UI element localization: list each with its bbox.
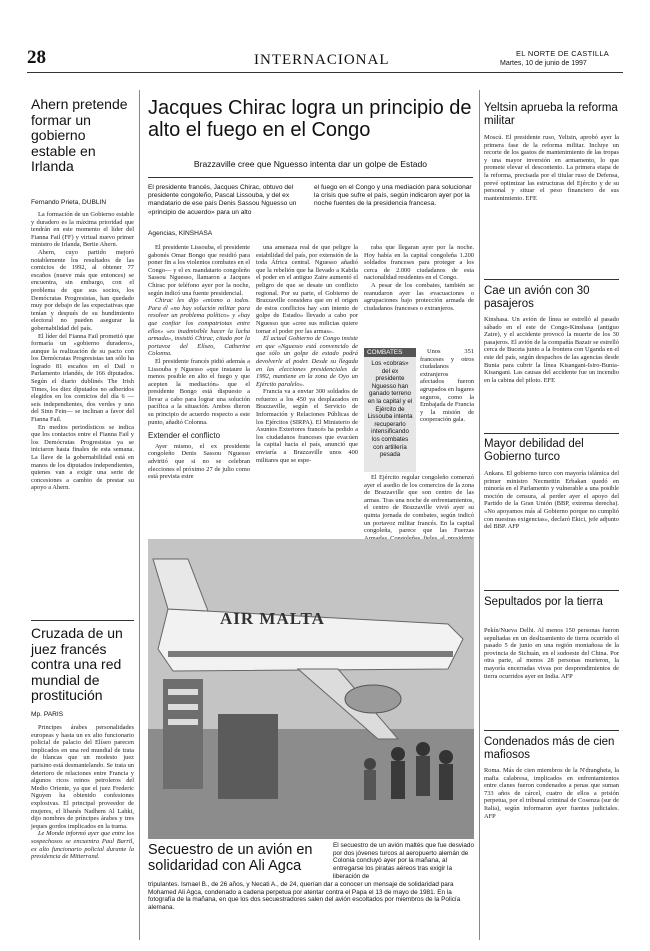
paragraph: Francia va a enviar 300 soldados de refuerzo a los 450 ya desplazados en Brazzaville, según el Servicio de Información y Relaciones Públicas de los Ejércitos (SIRPA). El Ministerio de Asuntos Exteriores francés ha pedido a los ciudadanos franceses que evacúen la capital hacia el país, anunció que enviaría a Brazzaville unos 400 militares que se espe- — [256, 388, 358, 464]
subhead: Extender el conflicto — [148, 431, 221, 441]
brief-text: Kinshasa. Un avión de línea se estrelló al pasado sábado en el este de Congo-Kinshasa (antiguo Zaire), y el accidente provocó la muerte de los 30 pasajeros. El avión de la compañía Bazair se estrelló cerca de Buceta junto a la frontera con Uganda en el este del país, según despachos de las agencias desde Bunia para cubrir la línea Kisangani-Isiro-Bunia-Kisangani. Las causas del accidente fue un incendio en la cabina del piloto. EFE — [484, 316, 619, 384]
airplane-photo — [148, 539, 474, 839]
brief-title: Cae un avión con 30 pasajeros — [484, 285, 590, 310]
header-rule — [27, 72, 623, 73]
subtitle-rule — [148, 177, 473, 178]
left-article-byline: Fernando Prieta, DUBLIN — [31, 199, 107, 206]
brief-title: Yeltsin aprueba la reforma militar — [484, 102, 618, 127]
page-number: 28 — [27, 47, 46, 68]
left-article2-title: Cruzada de un juez francés contra una red mundial de prostitución — [31, 625, 123, 703]
left-divider — [31, 620, 134, 621]
main-subtitle: Brazzaville cree que Nguesso intenta dar un golpe de Estado — [193, 159, 428, 169]
paragraph: El presidente francés pidió además a Lissouba y Nguesso «que instaure la menos posible en alto el fuego y que acepten la mediación» que el presidente Bongo está dispuesto a llevar a cabo para lograr una solución pacífica a la situación. Ambos dieron su principio de acuerdo respecto a este punto, añadió Colonna. — [148, 357, 250, 426]
paragraph: El actual Gobierno de Congo insiste en que «Nguesso está convencido de que sólo un golpe de estado podrá devolverle al poder. Desde su llegada en las elecciones presidenciales de 1992, mantiene en la zona de Oyo un Ejército paralelo». — [256, 335, 358, 388]
left-article2-byline: Mp. PARIS — [31, 711, 64, 718]
paragraph: una amenaza real de que peligre la estabilidad del país, por extensión de la toda África central. Nguesso añadió que la rebelión que ha llevado a Kabila el poder en el antiguo Zaire aumentó el peligro de que se desate un conflicto regional. Por su parte, el Gobierno de Brazzaville considera que en el origen de estos conflictos hay «un intento de golpe de Estado» llevado a cabo por Nguesso que «cree sus milicias quiere tomar el poder por las armas». — [256, 244, 358, 335]
paragraph: El Ejército regular congoleño comenzó ayer el asedio de los comercios de la zona de Brazzaville que son centro de las armas. Tras una noche de enfrentamientos, el centro de Brazzaville vivió ayer su quinta jornada de combates, según indicó un portavoz militar francés. En la capital congoleña, parece que las Fuerzas — [364, 474, 474, 535]
main-column-2 — [256, 244, 358, 534]
brief-divider — [484, 279, 619, 280]
brief-text: Moscú. El presidente ruso, Yeltsin, aprobó ayer la primera fase de la reforma militar. Incluye un recorte de los gastos de mantenimiento de las tropas y una mayor inversión en armamento, lo que promete elevar el descontento. La primera etapa de la reforma, precisada por el titular ruso de Defensa, prevé optimizar las estructuras del Ejército y de su personal y situar el peso financiero de sus mantenimiento. EFE — [484, 134, 619, 202]
main-lead-right: el fuego en el Congo y una mediación para solucionar la crisis que sufre el país, según indicaron ayer por la noche fuentes de la presidencia francesa. — [314, 184, 472, 208]
column-divider — [139, 90, 140, 940]
brief-text: Roma. Más de cien miembros de la N'drangheta, la mafia calabresa, implicados en enfrentamientos entre clanes fueron condenados a penas que suman 733 años de cárcel, cuatro de ellos a prisión perpetua, por el tribunal criminal de Cosenza (sur de Italia), según informaron ayer fuentes judiciales. AFP — [484, 767, 619, 820]
paragraph: A pesar de los combates, también se reanudaron ayer las evacuaciones o agrupaciones bajo protección armada de ciudadanos franceses o extranjeros. — [364, 281, 474, 312]
main-byline: Agencias, KINSHASA — [148, 230, 213, 237]
paragraph: El presidente Lissouba, el presidente gabonés Omar Bongo que residió para poner fin a los violentos combates en el Congo— y el ex mandatario congoleño Sassou Nguesso, llamaron a Jacques Chirac por teléfono ayer por la noche, según indicó una fuente presidencial. — [148, 244, 250, 297]
paragraph: Ahern, cuyo partido mejoró notablemente los resultados de las comicios de 1992, al obtener 77 escaños (nueve más que entonces) se encuentra, sin embargo, con el problema de que sus socios, los Demócratas Progresistas, han quedado muy por debajo de las expectativas que tenían y después de su hundimiento electoral no pueden asegurar la gobernabilidad del país. — [31, 248, 134, 332]
brief-text: Pekín/Nueva Delhi. Al menos 150 personas fueron sepultadas en un deslizamiento de tierra ocurrido el pasado 5 de junio en una región montañosa de la provincia de Sichuán, en el sudoeste del China. Por otra parte, al menos 28 personas murieron, la mayoría encerradas vivas por desprendimientos de tierra ocurridos ayer en India. AFP — [484, 627, 619, 680]
photo-title: Secuestro de un avión en solidaridad con Ali Agca — [148, 842, 313, 874]
news-photo — [148, 539, 474, 839]
box-heading: COMBATES — [364, 348, 416, 357]
brief-divider — [484, 730, 619, 731]
main-column-3-top — [364, 244, 474, 344]
column-divider — [479, 90, 480, 940]
brief-title: Condenados más de cien mafiosos — [484, 736, 615, 761]
photo-caption-bottom: tripulantes. Ismael B., de 26 años, y Necati A., de 24, querían dar a conocer un mensaje de solidaridad para Mohamed Ali Agca, condenado a cadena perpetua por atentar contra el Papa el 13 de mayo de 1981. En la fotografía de la mañana, en que los dos secuestradores salen del avión escoltados por miembros de la Policía alemana. — [148, 881, 461, 912]
paragraph: Principes árabes personalidades europeas y hasta un ex alto funcionario policial de palacio del Elíseo parecen implicados en una red mundial de trata de blancas que un modesto juez parisino está desmantelando. Se trata un deterioro de relaciones entre Francia y algunos ricos reinos petroleros del Medio Oriente, ya que el juez Frederic Nguyen ha obtenido confesiones explosivas. El principal proveedor de mujeres, el libanés Nadhem Al Lahki, dijo nombres de príncipes árabes y tres jeques gordos implicados en la trama. — [31, 724, 134, 830]
paragraph: raba que llegaran ayer por la noche. Hoy había en la capital congoleña 1.200 soldados franceses para proteger a los cerca de 2.000 ciudadanos de esta nacionalidad residentes en el Congo. — [364, 244, 474, 282]
paragraph: Unos 351 franceses y otros ciudadanos extranjeros afectados fueron agrupados en lugares seguros, como la Embajada de Francia y la misión de cooperación gala. — [420, 348, 474, 424]
brief-title: Mayor debilidad del Gobierno turco — [484, 438, 584, 463]
paragraph: Le Monde informó ayer que entre los sospechosos se encuentra Paul Barril, ex alto funcionario policial durante la presidencia de Mitterrand. — [31, 830, 134, 861]
brief-divider — [484, 590, 619, 591]
airline-logo-text: AIR MALTA — [220, 609, 325, 628]
section-title: INTERNACIONAL — [254, 52, 390, 68]
paragraph: El líder del Fianna Fail prometió que formaría un «gobierno duradero», aunque la realización de su pacto con los Demócratas Progresistas tan sólo ha logrado 81 escaños en el Dail o Parlamento irlandés, de 166 diputados. Según el diario dublinés The Irish Times, los diez diputados no adheridos elegidos en los comicios del día 6 —seis independientes, dos verdes y uno del Sinn Fein— se inclinan a favor del Fianna Fail. — [31, 332, 134, 424]
main-column-1 — [148, 244, 250, 534]
brief-divider — [484, 433, 619, 434]
paragraph: En medios periodísticos se indica que los contactos entre el Fianna Fail y los Demócratas Progresistas ya se iniciaron hasta finales de esta semana. La llave de la gobernabilidad está en manos de los diputados independientes, quienes van a exigir una serie de concesiones a cambio de prestar su apoyo a Ahern. — [31, 423, 134, 492]
left-article2-body — [31, 724, 134, 940]
box-text: Los «cobras» del ex presidente Nguesso han ganado terreno en la capital y el Ejército de Lissouba intenta recuperarlo intensificando los combates con artillería pesada — [367, 360, 413, 459]
left-article-body — [31, 211, 134, 609]
photo-caption-right: El secuestro de un avión maltés que fue desviado por dos jóvenes turcos al aeropuerto alemán de Colonia concluyó ayer por la mañana, al entregarse los piratas aéreos tras exigir la liberación de — [333, 842, 475, 880]
issue-date: Martes, 10 de junio de 1997 — [500, 60, 587, 67]
brief-title: Sepultados por la tierra — [484, 596, 603, 608]
newspaper-name: EL NORTE DE CASTILLA — [516, 49, 610, 58]
main-lead-left: El presidente francés, Jacques Chirac, obtuvo del presidente congoleño, Pascal Lissouba, y del ex mandatario de ese país Denis Sassou Nguesso un «principio de acuerdo» para un alto — [148, 184, 297, 216]
paragraph: Chirac les dijo «mismo a todos. Para él «no hay solución militar para resolver un problema político» y «hay que confiar los compatriotas entre ellos» «es inadmisible hacer la lucha armada», insistió Chirac, citado por la portavoz del Elíseo, Catherine Colonna. — [148, 297, 250, 358]
main-column-3-bottom — [364, 474, 474, 534]
brief-text: Ankara. El gobierno turco con mayoría islámica del primer ministro Necmettin Erbakan quedó en minoría en el Parlamento y vulnerable a una posible moción de censura, al perder ayer el apoyo del Partido de la Gran Unión (BBP, extrema derecha). «No apoyamos más al Gobierno porque no cumplió con nuestras exigencias», declaró Ekici, jefe adjunto del BBP. AFP — [484, 470, 619, 531]
paragraph: Ayer mismo, el ex presidente congoleño Denis Sassou Nguesso advirtió que si no se celebran elecciones el próximo 27 de julio como está prevista estre — [148, 442, 250, 481]
paragraph: La formación de un Gobierno estable y duradero es la máxima prioridad que tendrán en este momento el líder del Fianna Fail (FF) y virtual nuevo primer ministro de Irlanda, Bertie Ahern. — [31, 211, 134, 249]
main-column-3-side — [420, 348, 474, 472]
main-title: Jacques Chirac logra un principio de alto el fuego en el Congo — [148, 97, 472, 141]
combates-box — [364, 348, 416, 472]
left-article-title: Ahern pretende formar un gobierno estable en Irlanda — [31, 96, 128, 174]
